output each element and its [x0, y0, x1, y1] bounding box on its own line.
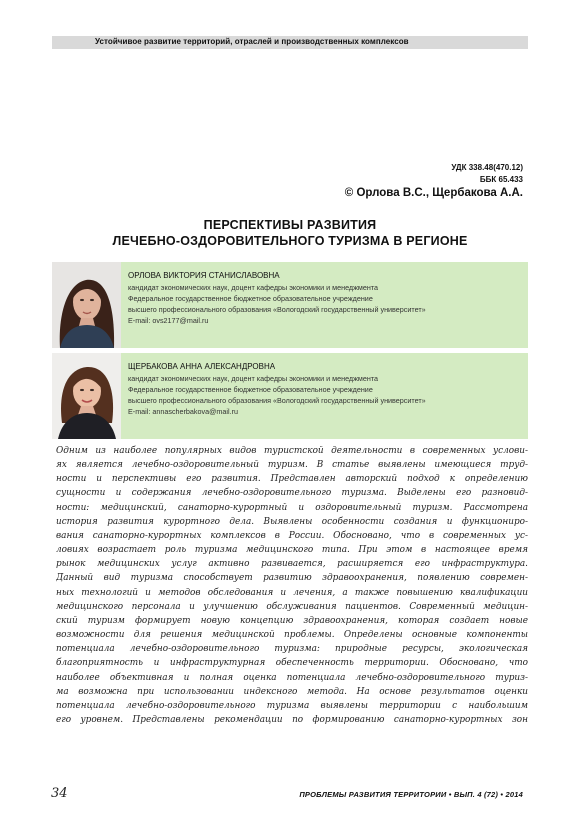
title-line-1: ПЕРСПЕКТИВЫ РАЗВИТИЯ — [203, 218, 377, 232]
abstract-line: наиболее объективная и полная оценка потенциала лечебно-оздоровительного туриз- — [56, 672, 528, 683]
abstract-line: благоприятность и инфраструктурная обеспеченность территории. Обосновано, что — [56, 658, 528, 669]
abstract — [56, 444, 528, 727]
abstract-line: ности: медицинский, санаторно-курортный и оздоровительный туризм. Рассмотрена — [56, 502, 528, 513]
author-email: E-mail: ovs2177@mail.ru — [128, 316, 209, 325]
abstract-line: история развития курортного дела. Выявлены особенности создания и функциониро- — [56, 516, 528, 527]
author-card-2 — [52, 353, 528, 439]
abstract-line: ных технологий и методов обследования и лечения, а также повышению квалификации — [56, 587, 528, 598]
abstract-line: потенциала лечебно-оздоровительного туризма: природные ресурсы, экологическая — [56, 644, 528, 655]
abstract-line: медицинского персонала и улучшению обслуживания пациентов. Современный медицин- — [56, 601, 528, 612]
abstract-line: сущности и содержания лечебно-оздоровительного туризма. Выделены его разновид- — [56, 488, 528, 499]
abstract-line: потенциала лечебно-оздоровительного туризма выявлены территории с наибольшим — [56, 700, 528, 711]
title-line-2: ЛЕЧЕБНО-ОЗДОРОВИТЕЛЬНОГО ТУРИЗМА В РЕГИОНЕ — [112, 234, 468, 248]
author-info-1 — [121, 262, 528, 348]
page-number: 34 — [51, 786, 68, 801]
author-org-1: Федеральное государственное бюджетное образовательное учреждение — [128, 385, 373, 394]
bbk-code: ББК 65.433 — [479, 175, 523, 184]
copyright-authors: © Орлова В.С., Щербакова А.А. — [344, 187, 523, 199]
abstract-line: ях является лечебно-оздоровительный туризм. В статье выявлены имеющиеся труд- — [56, 460, 528, 471]
udk-code: УДК 338.48(470.12) — [451, 163, 523, 172]
abstract-line: ский туризм формирует новую концепцию здравоохранения, которая создает новые — [56, 615, 528, 626]
author-email: E-mail: annascherbakova@mail.ru — [128, 407, 238, 416]
author-photo-1 — [52, 262, 121, 348]
article-title — [52, 217, 528, 249]
section-header: Устойчивое развитие территорий, отраслей и производственных комплексов — [95, 37, 409, 46]
author-info-2 — [121, 353, 528, 439]
author-org-1: Федеральное государственное бюджетное образовательное учреждение — [128, 294, 373, 303]
abstract-line: возможности для решения медицинской проблемы. Определены основные компоненты — [56, 630, 528, 641]
abstract-line: Одним из наиболее популярных видов туристской деятельности в современных услови- — [56, 446, 528, 456]
abstract-line: рынок медицинских услуг активно развивается, расширяется его инфраструктура. — [56, 559, 528, 570]
abstract-line: его уровнем. Представлены рекомендации по формированию санаторно-курортных зон — [56, 714, 528, 725]
abstract-line: ловиях возрастает роль туризма медицинского типа. При этом в настоящее время — [56, 545, 528, 556]
author-name: ЩЕРБАКОВА АННА АЛЕКСАНДРОВНА — [128, 362, 276, 371]
journal-footer: ПРОБЛЕМЫ РАЗВИТИЯ ТЕРРИТОРИИ • ВЫП. 4 (72) • 2014 — [299, 790, 523, 799]
author-org-2: высшего профессионального образования «Вологодский государственный университет» — [128, 396, 426, 405]
author-photo-2 — [52, 353, 121, 439]
abstract-line: ма возможна при использовании индексного метода. На основе результатов оценки — [56, 686, 528, 697]
abstract-line: вания санаторно-курортных комплексов в России. Обосновано, что в современных ус- — [56, 530, 528, 541]
author-card-1 — [52, 262, 528, 348]
abstract-line: ности и перспективы его развития. Представлен авторский подход к определению — [56, 474, 528, 485]
author-degree: кандидат экономических наук, доцент кафедры экономики и менеджмента — [128, 374, 379, 383]
author-org-2: высшего профессионального образования «Вологодский государственный университет» — [128, 305, 426, 314]
author-degree: кандидат экономических наук, доцент кафедры экономики и менеджмента — [128, 283, 379, 292]
author-name: ОРЛОВА ВИКТОРИЯ СТАНИСЛАВОВНА — [128, 271, 280, 280]
abstract-line: Данный вид туризма способствует развитию здравоохранения, появлению современ- — [56, 573, 528, 584]
